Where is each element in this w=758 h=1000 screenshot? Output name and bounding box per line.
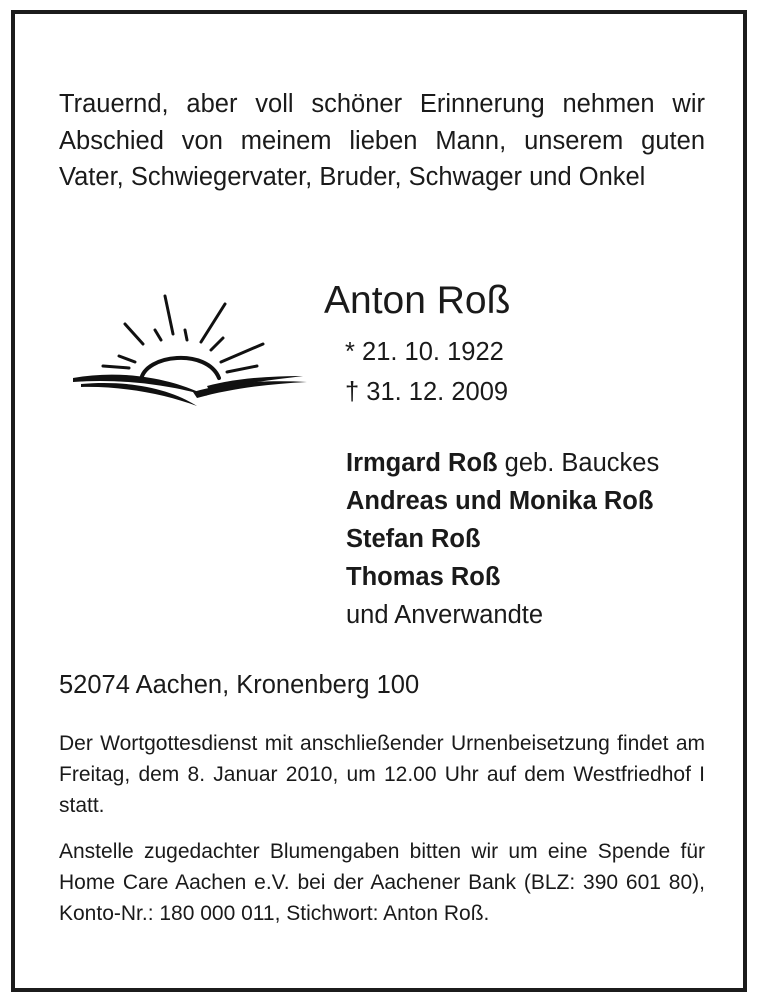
- service-note: Der Wortgottesdienst mit anschließender Urnenbeisetzung findet am Freitag, dem 8. Januar 2010, um 12.00 Uhr auf dem Westfriedhof I statt.: [59, 732, 705, 817]
- donation-note: Anstelle zugedachter Blumengaben bitten wir um eine Spende für Home Care Aachen e.V. bei der Aachener Bank (BLZ: 390 601 80), Konto-Nr.: 180 000 011, Stichwort: Anton Roß.: [59, 840, 705, 925]
- obituary-frame: [11, 10, 747, 992]
- birth-date: * 21. 10. 1922: [345, 338, 504, 366]
- intro-text: Trauernd, aber voll schöner Erinnerung nehmen wir Abschied von meinem lieben Mann, unserem guten Vater, Schwiegervater, Bruder, Schwager und Onkel: [59, 90, 705, 191]
- death-date: † 31. 12. 2009: [345, 378, 509, 406]
- sunset-icon: [57, 282, 307, 410]
- family-member: und Anverwandte: [346, 601, 544, 629]
- family-member: Thomas Roß: [346, 563, 501, 591]
- family-member: Andreas und Monika Roß: [346, 487, 654, 515]
- address: 52074 Aachen, Kronenberg 100: [59, 671, 420, 699]
- deceased-name: Anton Roß: [324, 279, 511, 322]
- family-member: Stefan Roß: [346, 525, 481, 553]
- family-member: Irmgard Roß geb. Bauckes: [346, 449, 660, 477]
- family-list: [346, 444, 659, 634]
